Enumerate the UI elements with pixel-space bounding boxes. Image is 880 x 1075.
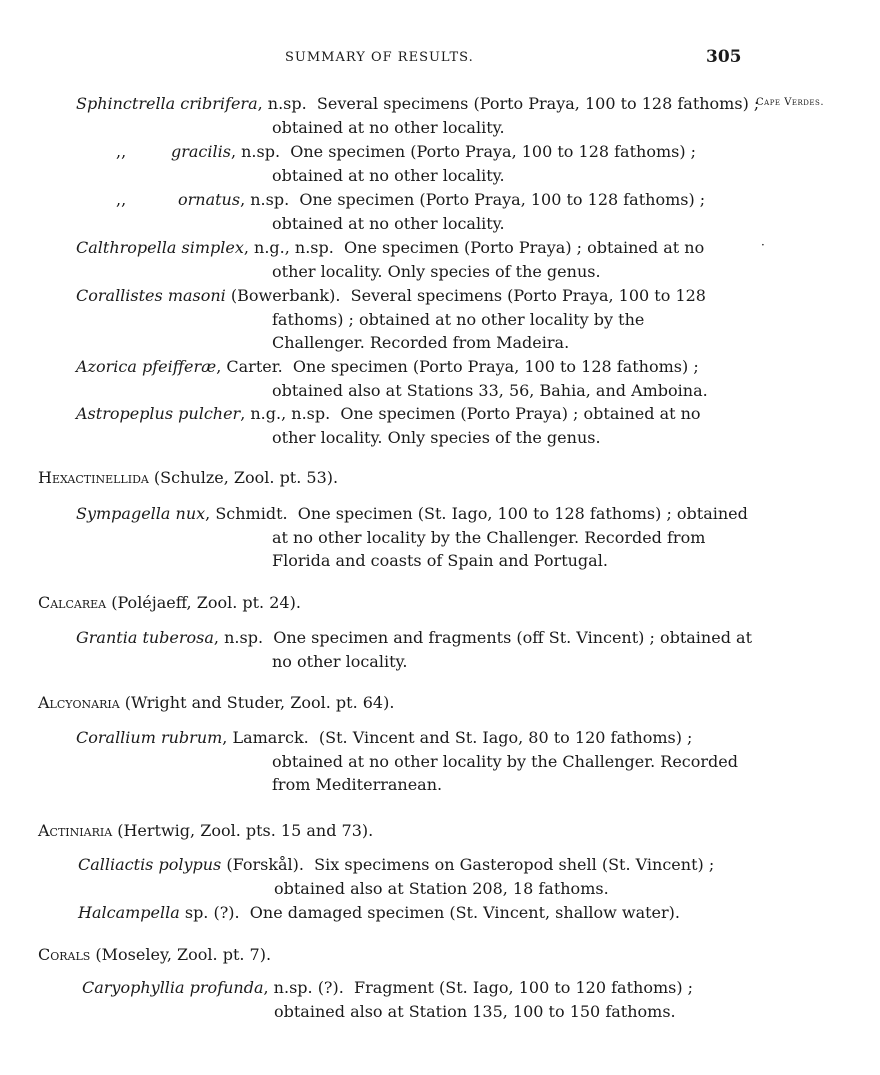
species-name: gracilis (171, 142, 231, 161)
species-authority: , n.sp. (257, 94, 307, 113)
species-entry (76, 402, 741, 449)
species-description-cont: at no other locality by the Challenger. Recorded from Florida and coasts of Spain and Portugal. (272, 527, 706, 571)
group-heading-corals (38, 945, 271, 964)
group-name: Alcyonaria (38, 693, 120, 712)
species-description-cont: other locality. Only species of the genus. (272, 427, 601, 447)
species-entry (78, 901, 743, 925)
group-reference: (Moseley, Zool. pt. 7). (90, 945, 272, 964)
group-reference: (Poléjaeff, Zool. pt. 24). (106, 593, 301, 612)
species-entry (76, 92, 760, 139)
species-description: Several specimens (Porto Praya, 100 to 128 fathoms) ; (316, 94, 760, 113)
species-entry (76, 284, 741, 355)
species-entry (76, 502, 748, 573)
species-entry (76, 355, 741, 402)
species-authority: , n.sp. (?). (263, 978, 344, 997)
species-description: Six specimens on Gasteropod shell (St. Vincent) ; (314, 855, 715, 874)
species-description-cont: obtained also at Station 208, 18 fathoms. (274, 878, 609, 898)
ditto-mark: ,, (116, 190, 127, 209)
species-name: Caryophyllia profunda (82, 978, 264, 997)
species-entry (116, 140, 741, 187)
running-header: SUMMARY OF RESULTS. (285, 50, 474, 65)
species-description: Several specimens (Porto Praya, 100 to 128 (350, 286, 706, 305)
group-reference: (Schulze, Zool. pt. 53). (148, 468, 339, 487)
species-name: ornatus (178, 190, 241, 209)
species-description-cont: obtained also at Stations 33, 56, Bahia, and Amboina. (272, 380, 708, 400)
species-description: One specimen (Porto Praya, 100 to 128 fathoms) ; (292, 357, 699, 376)
species-description: One specimen (Porto Praya) ; obtained at no (344, 238, 705, 257)
group-reference: (Hertwig, Zool. pts. 15 and 73). (112, 821, 374, 840)
species-description: One specimen and fragments (off St. Vincent) ; obtained at (273, 628, 752, 647)
species-description-cont: obtained also at Station 135, 100 to 150 fathoms. (274, 1001, 676, 1021)
species-name: Halcampella (78, 903, 180, 922)
species-entry (78, 853, 743, 900)
species-description-cont: other locality. Only species of the genus. (272, 261, 601, 281)
group-reference: (Wright and Studer, Zool. pt. 64). (119, 693, 395, 712)
group-name: Hexactinellida (38, 468, 149, 487)
species-authority: (Forskål). (221, 855, 304, 874)
margin-dot: · (761, 238, 765, 252)
species-name: Sympagella nux (76, 504, 206, 523)
species-name: Azorica pfeifferæ (76, 357, 217, 376)
group-heading-actiniaria (38, 821, 373, 840)
species-description-cont: obtained at no other locality by the Challenger. Recorded from Mediterranean. (272, 751, 738, 795)
group-heading-calcarea (38, 593, 301, 612)
species-entry (82, 976, 742, 1023)
species-description: One specimen (Porto Praya, 100 to 128 fathoms) ; (290, 142, 697, 161)
group-name: Actiniaria (38, 821, 113, 840)
species-description-cont: fathoms) ; obtained at no other locality by the Challenger. Recorded from Madeira. (272, 309, 645, 353)
species-description-cont: obtained at no other locality. (272, 117, 505, 137)
species-authority: , n.sp. (213, 628, 264, 647)
margin-note-cape-verdes: Cape Verdes. (756, 97, 825, 108)
species-entry (76, 726, 741, 797)
species-authority: , Carter. (216, 357, 283, 376)
species-authority: , n.sp. (230, 142, 281, 161)
species-description: Fragment (St. Iago, 100 to 120 fathoms) ; (354, 978, 694, 997)
species-authority: , n.g., n.sp. (240, 404, 331, 423)
species-authority: , Schmidt. (205, 504, 288, 523)
species-description-cont: obtained at no other locality. (272, 213, 505, 233)
species-description: One specimen (Porto Praya) ; obtained at no (340, 404, 701, 423)
group-heading-alcyonaria (38, 693, 394, 712)
group-name: Calcarea (38, 593, 107, 612)
species-authority: , n.sp. (240, 190, 290, 209)
species-description: One specimen (Porto Praya, 100 to 128 fathoms) ; (299, 190, 706, 209)
species-description: One specimen (St. Iago, 100 to 128 fathoms) ; obtained (297, 504, 748, 523)
species-name: Sphinctrella cribrifera (76, 94, 258, 113)
species-description-cont: obtained at no other locality. (272, 165, 505, 185)
page-number: 305 (706, 47, 742, 67)
species-authority: sp. (?). (179, 903, 240, 922)
species-description-cont: no other locality. (272, 651, 408, 671)
species-name: Astropeplus pulcher (76, 404, 241, 423)
species-authority: (Bowerbank). (225, 286, 341, 305)
species-entry (76, 626, 752, 673)
species-name: Calliactis polypus (78, 855, 222, 874)
species-entry (116, 188, 741, 235)
species-name: Grantia tuberosa (76, 628, 214, 647)
group-name: Corals (38, 945, 91, 964)
species-description: (St. Vincent and St. Iago, 80 to 120 fathoms) ; (318, 728, 693, 747)
species-entry (76, 236, 741, 283)
species-description: One damaged specimen (St. Vincent, shallow water). (249, 903, 680, 922)
species-name: Corallium rubrum (76, 728, 223, 747)
species-name: Calthropella simplex (76, 238, 244, 257)
group-heading-hexactinellida (38, 468, 338, 487)
species-authority: , Lamarck. (222, 728, 309, 747)
species-authority: , n.g., n.sp. (243, 238, 334, 257)
species-name: Corallistes masoni (76, 286, 226, 305)
ditto-mark: ,, (116, 142, 127, 161)
